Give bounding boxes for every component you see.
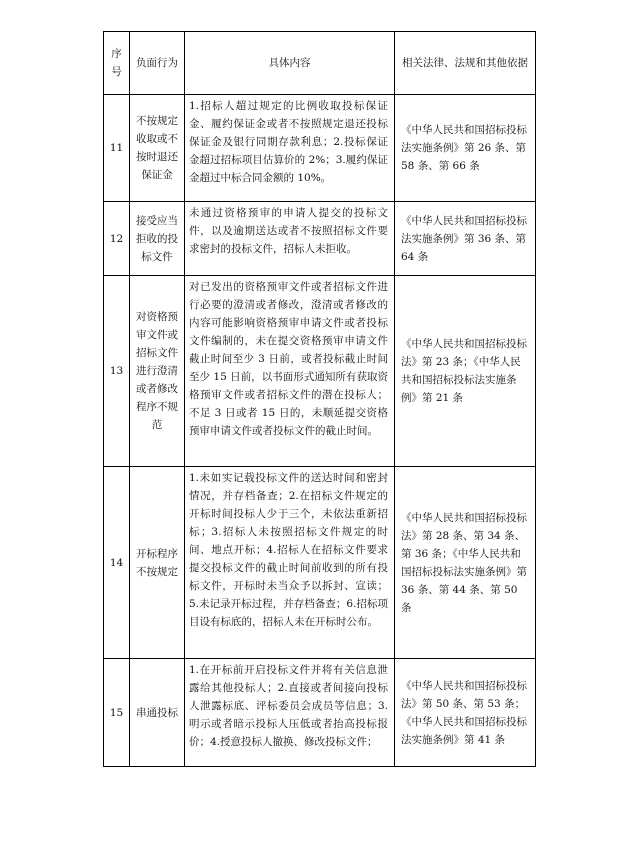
table-row — [104, 467, 536, 659]
row-number: 13 — [104, 276, 130, 467]
table-header-row — [104, 32, 536, 95]
table-row — [104, 202, 536, 276]
row-behavior: 对资格预审文件或招标文件进行澄清或者修改程序不规范 — [130, 276, 185, 467]
table-row — [104, 276, 536, 467]
row-behavior: 不按规定收取或不按时退还保证金 — [130, 95, 185, 202]
row-content: 未通过资格预审的申请人提交的投标文件，以及逾期送达或者不按照招标文件要求密封的投标文件，招标人未拒收。 — [185, 202, 395, 276]
row-legal-basis: 《中华人民共和国招标投标法》第 28 条、第 34 条、第 36 条；《中华人民共和国招标投标法实施条例》第 36 条、第 44 条、第 50 条 — [395, 467, 536, 659]
row-content: 1.未如实记载投标文件的送达时间和密封情况，并存档备查；2.在招标文件规定的开标时间投标人少于三个，未依法重新招标；3.招标人未按照招标文件规定的时间、地点开标；4.招标人在招标文件要求提交投标文件的截止时间前收到的所有投标文件，开标时未当众予以拆封、宣读；5.未记录开标过程，并存档备查；6.招标项目设有标底的，招标人未在开标时公布。 — [185, 467, 395, 659]
row-legal-basis: 《中华人民共和国招标投标法》第 23 条；《中华人民共和国招标投标法实施条例》第 21 条 — [395, 276, 536, 467]
row-legal-basis: 《中华人民共和国招标投标法实施条例》第 36 条、第 64 条 — [395, 202, 536, 276]
row-content: 对已发出的资格预审文件或者招标文件进行必要的澄清或者修改，澄清或者修改的内容可能影响资格预审申请文件或者投标文件编制的，未在提交资格预审申请文件截止时间至少 3 日前，或者投标截止时间至少 15 日前，以书面形式通知所有获取资格预审文件或者招标文件的潜在投标人；不足 3 日或者 15 日的，未顺延提交资格预审申请文件或者投标文件的截止时间。 — [185, 276, 395, 467]
header-legal-basis: 相关法律、法规和其他依据 — [395, 32, 536, 95]
row-number: 12 — [104, 202, 130, 276]
row-number: 14 — [104, 467, 130, 659]
row-number: 11 — [104, 95, 130, 202]
row-behavior: 接受应当拒收的投标文件 — [130, 202, 185, 276]
table-row — [104, 95, 536, 202]
header-specific-content: 具体内容 — [185, 32, 395, 95]
table-row — [104, 659, 536, 767]
row-legal-basis: 《中华人民共和国招标投标法实施条例》第 26 条、第 58 条、第 66 条 — [395, 95, 536, 202]
header-negative-behavior: 负面行为 — [130, 32, 185, 95]
row-behavior: 开标程序不按规定 — [130, 467, 185, 659]
header-serial-number: 序号 — [104, 32, 130, 95]
row-number: 15 — [104, 659, 130, 767]
row-behavior: 串通投标 — [130, 659, 185, 767]
regulation-table — [103, 31, 536, 767]
row-content: 1.在开标前开启投标文件并将有关信息泄露给其他投标人；2.直接或者间接向投标人泄露标底、评标委员会成员等信息；3.明示或者暗示投标人压低或者抬高投标报价；4.授意投标人撤换、修改投标文件； — [185, 659, 395, 767]
row-legal-basis: 《中华人民共和国招标投标法》第 50 条、第 53 条；《中华人民共和国招标投标法实施条例》第 41 条 — [395, 659, 536, 767]
row-content: 1.招标人超过规定的比例收取投标保证金、履约保证金或者不按照规定退还投标保证金及银行同期存款利息；2.投标保证金超过招标项目估算价的 2%；3.履约保证金超过中标合同金额的 10%。 — [185, 95, 395, 202]
